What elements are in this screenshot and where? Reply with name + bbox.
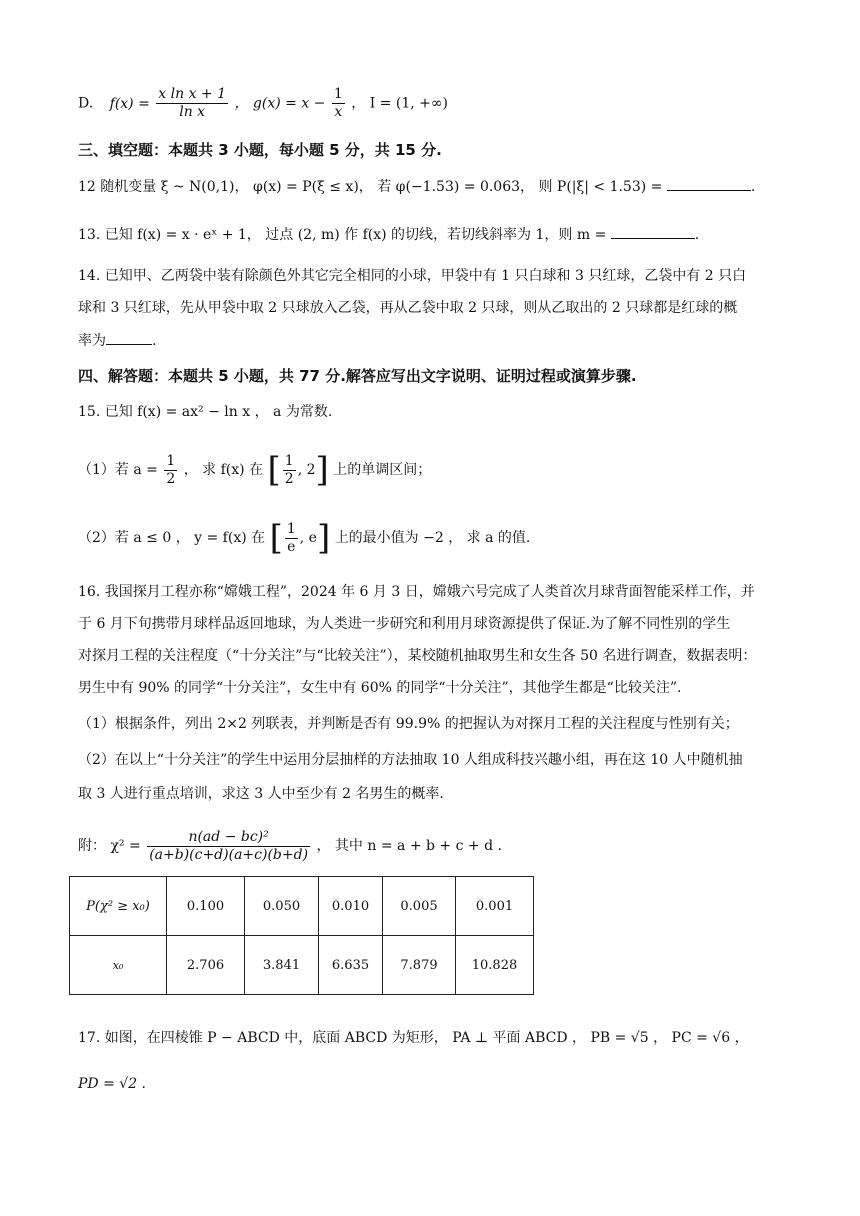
q12-answer-blank (667, 176, 751, 191)
table-cell: 0.005 (383, 877, 456, 936)
q15-p1-den: 2 (166, 470, 176, 487)
table-cell: 7.879 (383, 936, 456, 995)
table-row-header: x₀ (70, 936, 167, 995)
q15-p1-int-right: , 2 (297, 462, 316, 478)
right-bracket: ] (315, 450, 329, 490)
chi-square-formula (78, 826, 502, 866)
q17-line-1: 17. 如图，在四棱锥 P − ABCD 中，底面 ABCD 为矩形， PA ⊥ 平面 ABCD ， PB = √5 ， PC = √6 ， (78, 1030, 749, 1046)
chi-square-table (69, 876, 534, 995)
q15-part-1 (78, 450, 431, 490)
q14-line-3 (78, 330, 156, 351)
g-definition: ， g(x) = x − (234, 95, 326, 112)
table-cell: 0.001 (456, 877, 534, 936)
q13-answer-blank (611, 224, 695, 239)
q15-p2-post: 上的最小值为 −2 ， 求 a 的值. (334, 530, 531, 546)
q15-p2-pre: （2）若 a ≤ 0 ， y = f(x) 在 (78, 530, 266, 546)
table-cell: 3.841 (245, 936, 319, 995)
question-12 (78, 176, 755, 197)
table-row (70, 936, 534, 995)
q14-line-2: 球和 3 只红球，先从甲袋中取 2 只球放入乙袋，再从乙袋中取 2 只球，则从乙取出的 2 只球都是红球的概 (78, 300, 738, 316)
q15-p1-num: 1 (166, 452, 176, 469)
q15-p1-mid: ， 求 f(x) 在 (183, 462, 264, 478)
left-bracket: [ (269, 518, 283, 558)
q15-p1-post: 上的单调区间； (333, 462, 432, 478)
question-13 (78, 224, 699, 245)
table-cell: 0.050 (245, 877, 319, 936)
q13-text: 13. 已知 f(x) = x · eˣ + 1， 过点 (2, m) 作 f(x) 的切线，若切线斜率为 1，则 m = (78, 227, 607, 243)
f-numerator: x ln x + 1 (158, 86, 227, 102)
q16-line-3: 对探月工程的关注程度（“十分关注”与“比较关注”），某校随机抽取男生和女生各 50 名进行调查，数据表明： (78, 648, 757, 664)
appendix-pre: 附： χ² = (78, 838, 141, 854)
q15-p1-int-den: 2 (284, 470, 294, 487)
q12-text: 12 随机变量 ξ ~ N(0,1)， φ(x) = P(ξ ≤ x)， 若 φ(−1.53) = 0.063， 则 P(|ξ| < 1.53) = (78, 179, 663, 195)
g-denominator: x (334, 104, 343, 120)
q16-part-2-line-2: 取 3 人进行重点培训，求这 3 人中至少有 2 名男生的概率. (78, 786, 444, 802)
right-bracket: ] (316, 518, 331, 558)
option-d-label: D. (78, 95, 94, 112)
table-cell: 2.706 (167, 936, 245, 995)
chi-square-denominator: (a+b)(c+d)(a+c)(b+d) (149, 846, 309, 863)
q12-end: . (750, 179, 756, 195)
q15-stem: 15. 已知 f(x) = ax² − ln x ， a 为常数. (78, 404, 333, 420)
f-definition: f(x) = (109, 95, 150, 112)
q15-p2-int-num: 1 (286, 520, 296, 537)
q15-p1-int-num: 1 (284, 452, 294, 469)
table-cell: 10.828 (456, 936, 534, 995)
left-bracket: [ (267, 450, 281, 490)
section-4-heading: 四、解答题：本题共 5 小题，共 77 分.解答应写出文字说明、证明过程或演算步骤. (78, 367, 637, 385)
option-d (78, 86, 448, 121)
g-numerator: 1 (333, 86, 343, 102)
q15-p2-interval-fraction (285, 521, 298, 556)
q15-p1-pre: （1）若 a = (78, 462, 158, 478)
appendix-post: ， 其中 n = a + b + c + d . (316, 838, 502, 854)
table-row (70, 877, 534, 936)
q16-line-2: 于 6 月下旬携带月球样品返回地球，为人类进一步研究和利用月球资源提供了保证.为了解不同性别的学生 (78, 616, 731, 632)
g-fraction (332, 86, 345, 121)
chi-square-fraction (147, 829, 310, 864)
f-denominator: ln x (179, 104, 206, 120)
table-cell: 0.100 (167, 877, 245, 936)
interval-i: ， I = (1, +∞) (351, 95, 448, 112)
chi-square-numerator: n(ad − bc)² (147, 829, 310, 847)
table-cell: 0.010 (319, 877, 383, 936)
q14-text-end: 率为 (78, 333, 106, 349)
q16-line-4: 男生中有 90% 的同学“十分关注”，女生中有 60% 的同学“十分关注”，其他学生都是“比较关注”. (78, 680, 682, 696)
q14-answer-blank (106, 330, 152, 345)
q15-p1-interval-fraction (283, 453, 296, 488)
table-row-header: P(χ² ≥ x₀) (70, 877, 167, 936)
q16-line-1: 16. 我国探月工程亦称“嫦娥工程”，2024 年 6 月 3 日，嫦娥六号完成了人类首次月球背面智能采样工作，并 (78, 584, 755, 600)
q13-end: . (694, 227, 700, 243)
f-fraction (156, 86, 228, 121)
q14-end: . (152, 333, 157, 349)
table-cell: 6.635 (319, 936, 383, 995)
q14-line-1: 14. 已知甲、乙两袋中装有除颜色外其它完全相同的小球，甲袋中有 1 只白球和 3 只红球，乙袋中有 2 只白 (78, 268, 747, 284)
q15-p1-fraction (164, 453, 177, 488)
q15-p2-int-den: e (287, 538, 296, 555)
q16-part-1: （1）根据条件，列出 2×2 列联表，并判断是否有 99.9% 的把握认为对探月工程的关注程度与性别有关； (78, 716, 739, 732)
section-3-heading: 三、填空题：本题共 3 小题，每小题 5 分，共 15 分. (78, 141, 442, 159)
q15-part-2 (78, 518, 530, 558)
q15-p2-int-right: , e (299, 530, 317, 546)
q16-part-2-line-1: （2）在以上“十分关注”的学生中运用分层抽样的方法抽取 10 人组成科技兴趣小组，再在这 10 人中随机抽 (78, 752, 743, 768)
q17-line-2: PD = √2 . (78, 1076, 147, 1092)
